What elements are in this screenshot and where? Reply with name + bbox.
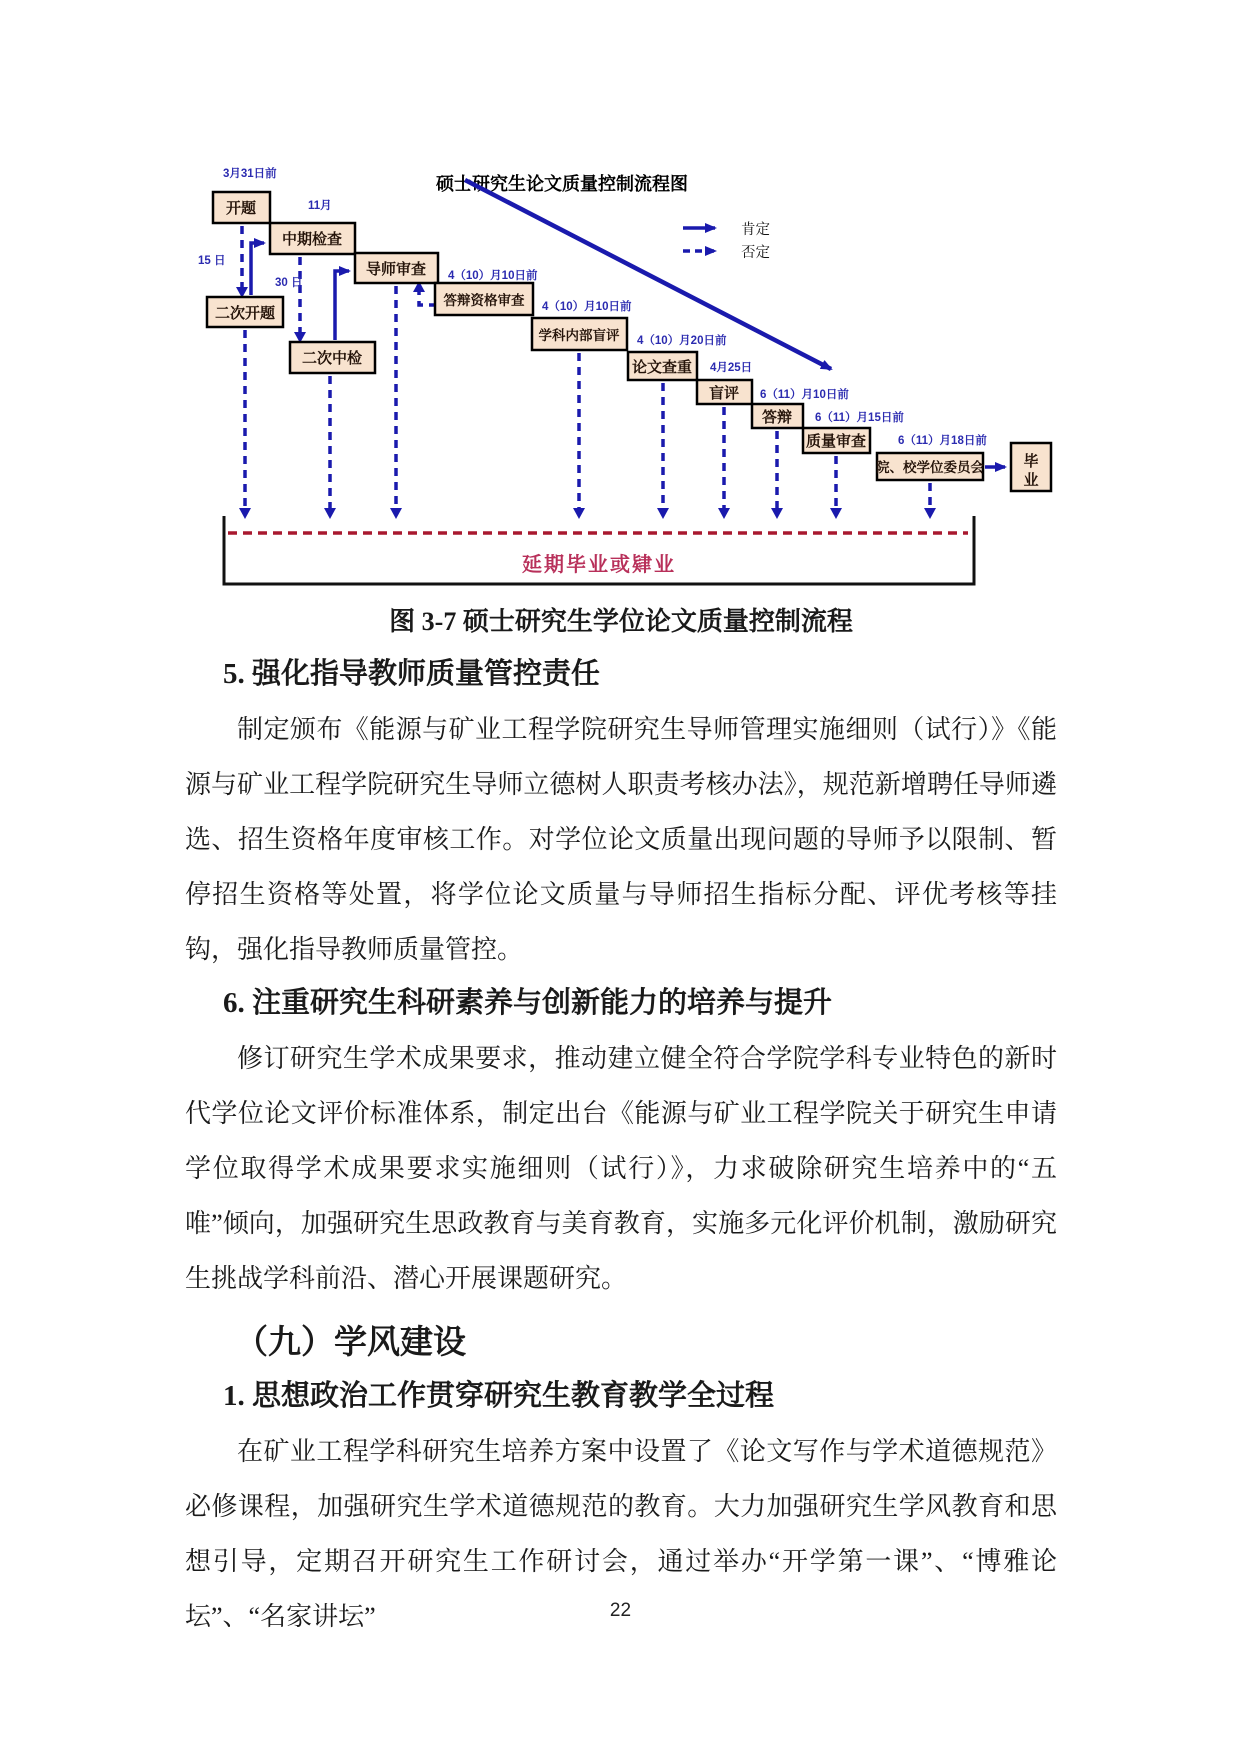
node-graduation-label-top: 毕 [1023,454,1039,470]
heading-section-9-1: 1. 思想政治工作贯穿研究生教育教学全过程 [223,1380,775,1412]
deadline-label: 4（10）月20日前 [637,335,727,347]
node-second-midterm-check-label: 二次中检 [301,351,363,367]
node-second-proposal-label: 二次开题 [214,306,276,322]
node-blind-review-label: 盲评 [708,386,740,402]
node-defense-label: 答辩 [761,410,793,426]
node-plagiarism-check-label: 论文查重 [631,360,693,376]
node-advisor-review-label: 导师审查 [365,262,427,278]
node-internal-blind-review-label: 学科内部盲评 [538,328,620,343]
deadline-label: 4月25日 [710,362,753,374]
deadline-label: 6（11）月10日前 [760,389,849,401]
legend-negate-label: 否定 [741,245,770,261]
deadline-label: 4（10）月10日前 [542,301,632,313]
figure-caption: 图 3-7 硕士研究生学位论文质量控制流程 [389,607,853,636]
node-midterm-check-label: 中期检查 [281,232,343,248]
node-topic-proposal-label: 开题 [225,201,257,217]
deadline-label: 4（10）月10日前 [448,270,538,282]
thesis-quality-flowchart [0,0,1241,600]
deadline-label: 11月 [308,200,332,212]
node-quality-review-label: 质量审查 [805,434,867,450]
fail-band [224,516,974,584]
deadline-label: 3月31日前 [223,168,277,180]
page-number: 22 [609,1600,632,1621]
deadline-label: 6（11）月15日前 [815,412,904,424]
fail-band-label: 延期毕业或肄业 [522,554,676,576]
node-defense-qualification-review-label: 答辩资格审查 [443,293,525,308]
node-graduation-label-bottom: 业 [1023,473,1039,489]
deadline-label: 6（11）月18日前 [898,435,987,447]
flowchart-title: 硕士研究生论文质量控制流程图 [436,174,688,194]
legend-affirm-label: 肯定 [741,222,770,238]
deadline-label: 15 日 [198,255,226,267]
page-body [185,604,1057,1644]
legend [683,221,770,261]
deadline-label: 30 日 [275,277,303,289]
paragraph-section-6: 修订研究生学术成果要求，推动建立健全符合学院学科专业特色的新时代学位论文评价标准体系，制定出台《能源与矿业工程学院关于研究生申请学位取得学术成果要求实施细则（试行）》，力求破除研究生培养中的“五唯”倾向，加强研究生思政教育与美育教育，实施多元化评价机制，激励研究生挑战学科前沿、潜心开展课题研究。 [185,1044,1057,1293]
paragraph-section-9-1: 在矿业工程学科研究生培养方案中设置了《论文写作与学术道德规范》必修课程，加强研究生学术道德规范的教育。大力加强研究生学风教育和思想引导，定期召开研究生工作研讨会，通过举办“开学第一课”、“博雅论坛”、“名家讲坛” [185,1437,1057,1631]
heading-section-5: 5. 强化指导教师质量管控责任 [223,658,601,690]
heading-section-9: （九）学风建设 [235,1325,466,1361]
node-degree-committee-label: 院、校学位委员会 [876,460,984,475]
paragraph-section-5: 制定颁布《能源与矿业工程学院研究生导师管理实施细则（试行）》《能源与矿业工程学院研究生导师立德树人职责考核办法》，规范新增聘任导师遴选、招生资格年度审核工作。对学位论文质量出现问题的导师予以限制、暂停招生资格等处置，将学位论文质量与导师招生指标分配、评优考核等挂钩，强化指导教师质量管控。 [185,715,1057,964]
heading-section-6: 6. 注重研究生科研素养与创新能力的培养与提升 [223,987,833,1019]
